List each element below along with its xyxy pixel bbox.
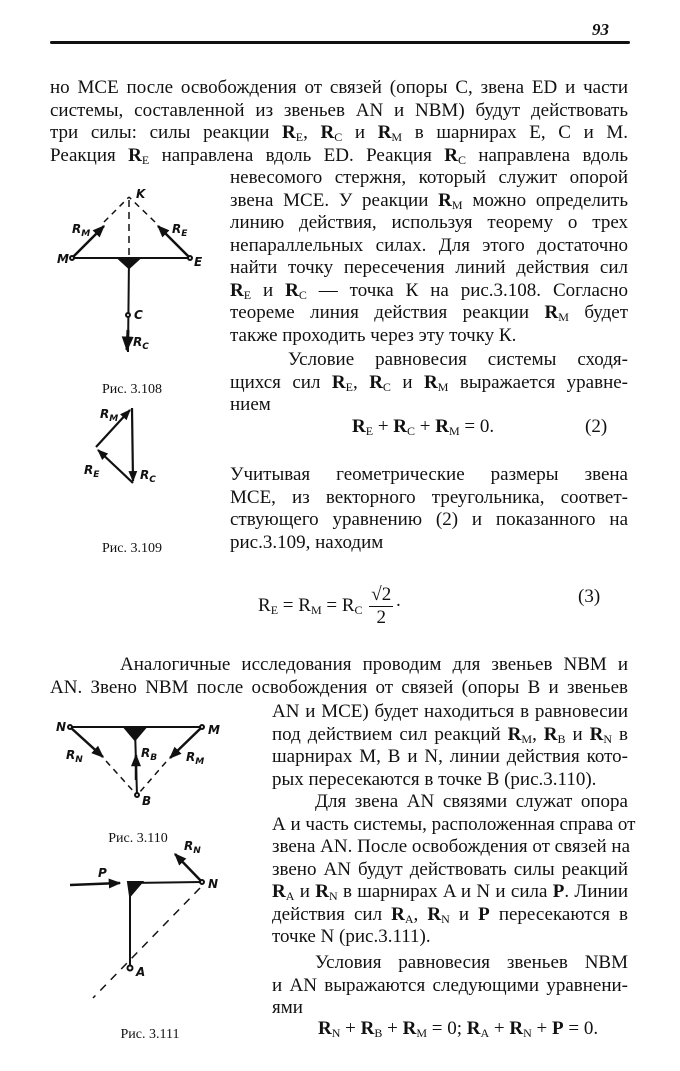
text-run: направлена вдоль ED. Реакция (149, 144, 445, 166)
symbol-subscript: N (603, 731, 613, 746)
text-run: + (531, 1018, 552, 1039)
symbol-base: R (424, 371, 438, 393)
text-run: но МСЕ после освобождения от связей (опоры С, звена ED и части (50, 77, 628, 98)
symbol-subscript: C (298, 287, 307, 302)
re-vector (98, 450, 133, 483)
label-rc: $R_C$ (133, 335, 149, 352)
symbol-base: R (427, 903, 442, 925)
symbol-base: R (466, 1018, 481, 1039)
page-number: 93 (592, 20, 609, 39)
hinge-b (135, 793, 139, 797)
figure-3-110 (68, 725, 204, 797)
text-run: — точка К на рис.3.108. Согласно (306, 279, 628, 301)
symbol-subscript: C (334, 130, 343, 144)
symbol-base: R (507, 723, 522, 745)
text-run: три силы: силы реакции (50, 122, 283, 143)
symbol-subscript: C (457, 152, 466, 167)
p-force-arrow (70, 883, 120, 885)
label-re: $R_E$ (172, 222, 188, 239)
rm-action-line (104, 197, 129, 222)
label-a: A (136, 965, 146, 979)
symbol-subscript: C (382, 379, 391, 394)
text-run: линию действия, используя теорему о трех (230, 212, 628, 233)
hinge-m (200, 725, 204, 729)
symbol-subscript: E (141, 152, 150, 167)
label-re: $R_E$ (84, 463, 100, 480)
hinge-a (128, 966, 133, 971)
label-rn: $R_N$ (184, 839, 201, 856)
symbol-base: R (435, 416, 449, 437)
symbol-base: R (377, 122, 392, 143)
label-m: M (208, 723, 220, 737)
symbol-base: P (552, 881, 565, 902)
text-run: и AN выражаются следующими уравнени- (272, 974, 628, 996)
text-run: направлена вдоль (465, 144, 629, 166)
text-run: Условие равновесия системы сходя- (288, 349, 628, 370)
symbol-base: R (360, 1018, 375, 1039)
text-run: точке N (рис.3.111). (272, 926, 431, 947)
figure-caption-3-111: Рис. 3.111 (120, 1027, 180, 1042)
symbol-base: P (478, 903, 490, 925)
text-run: = 0; (427, 1018, 467, 1039)
text-run: Условия равновесия звеньев NBM (315, 952, 628, 973)
symbol-subscript: M (521, 731, 533, 746)
symbol-base: R (320, 122, 335, 143)
label-rb: $R_B$ (141, 746, 158, 763)
rm-action-line (139, 762, 166, 793)
symbol-base: R (282, 122, 296, 143)
symbol-subscript: B (374, 1026, 383, 1040)
text-run: системы, составленной из звеньев AN и NBM) будут действовать (50, 99, 628, 121)
symbol-subscript: M (391, 130, 403, 144)
symbol-base: R (402, 1018, 417, 1039)
symbol-subscript: C (354, 602, 363, 617)
fraction-numerator: √2 (371, 584, 392, 605)
text-run: выражается уравне- (448, 371, 628, 393)
figure-3-108 (70, 197, 192, 352)
equation-3-number: (3) (578, 586, 601, 607)
symbol-base: R (331, 371, 346, 393)
symbol-base: R (589, 723, 604, 745)
symbol-subscript: A (404, 911, 414, 926)
hinge-n (200, 880, 204, 884)
text-run: и (251, 279, 286, 301)
label-n: N (56, 720, 67, 734)
label-rm: $R_M$ (100, 407, 119, 424)
text-run: найти точку пересечения линий действия сил (230, 257, 628, 278)
figure-caption-3-109: Рис. 3.109 (102, 541, 162, 556)
text-run: звено AN будут действовать силы реакций (272, 858, 628, 880)
text-run: нием (230, 394, 271, 415)
symbol-base: R (369, 371, 383, 393)
rc-arrow (127, 330, 128, 350)
text-run: , (413, 903, 428, 925)
symbol-subscript: E (345, 379, 353, 394)
symbol-subscript: M (451, 197, 463, 212)
label-e: E (194, 255, 203, 269)
symbol-base: R (315, 881, 329, 902)
label-c: C (134, 308, 143, 322)
label-rm: $R_M$ (72, 222, 91, 239)
symbol-subscript: A (480, 1026, 490, 1040)
text-run: и (449, 903, 479, 925)
text-run: пересекаются в (489, 903, 629, 925)
label-k: K (136, 187, 146, 201)
symbol-base: R (341, 594, 355, 616)
symbol-subscript: M (558, 310, 569, 324)
text-run: щихся сил (230, 371, 332, 393)
fraction-denominator: 2 (376, 607, 386, 628)
label-m: M (57, 252, 69, 266)
symbol-subscript: M (416, 1026, 427, 1040)
symbol-base: R (543, 723, 558, 745)
symbol-base: R (230, 279, 244, 301)
symbol-subscript: N (523, 1026, 532, 1040)
text-run: МСЕ, из векторного треугольника, соответ- (230, 486, 628, 508)
text-run: + (489, 1018, 510, 1039)
symbol-base: R (352, 416, 366, 437)
symbol-subscript: E (243, 287, 252, 302)
label-p: P (98, 866, 107, 880)
symbol-subscript: B (557, 731, 566, 746)
text-run: + (382, 1018, 403, 1039)
label-rm: $R_M$ (186, 750, 205, 767)
text-run: теореме линия действия реакции (230, 302, 545, 323)
symbol-subscript: E (365, 424, 374, 438)
hinge-c (126, 313, 130, 317)
text-run: ствующего уравнению (2) и показанного на (230, 509, 628, 530)
text-run: + (415, 416, 436, 437)
symbol-base: R (258, 594, 271, 616)
text-run: = 0. (459, 416, 495, 437)
figure-caption-3-108: Рис. 3.108 (102, 382, 162, 397)
symbol-base: R (393, 416, 408, 437)
text-run: в (612, 723, 628, 745)
text-run: действия сил (272, 903, 392, 925)
text-run: = (278, 594, 299, 616)
equation-3-dot: · (395, 594, 402, 616)
text-run: и (390, 371, 424, 393)
hinge-n (68, 725, 72, 729)
text-run: также проходить через эту точку К. (230, 324, 517, 346)
text-run: будет (568, 302, 628, 323)
text-run: невесомого стержня, который служит опорой (230, 167, 628, 188)
symbol-base: R (285, 279, 299, 301)
symbol-subscript: N (331, 1026, 341, 1040)
text-run: Учитывая геометрические размеры звена (230, 464, 628, 485)
text-run: и (294, 881, 316, 902)
text-run: AN и МСЕ) будет находиться в равновесии (272, 701, 628, 722)
text-run: в шарнирах A и N и сила (337, 881, 553, 902)
text-run: под действием сил реакций (272, 723, 508, 745)
symbol-base: R (509, 1018, 524, 1039)
hinge-e (188, 256, 192, 260)
label-n: N (208, 877, 219, 891)
symbol-subscript: N (441, 911, 450, 926)
text-run: ями (272, 997, 303, 1018)
text-run: шарнирах M, B и N, линии действия кото- (272, 746, 628, 767)
symbol-base: R (444, 144, 458, 166)
text-run: звена МСЕ. У реакции (230, 189, 439, 211)
rc-vector (132, 408, 133, 481)
text-run: . Линии (564, 881, 628, 902)
text-run: , (303, 122, 321, 143)
label-rn: $R_N$ (66, 748, 83, 765)
symbol-base: R (544, 302, 559, 323)
equation-2-number: (2) (585, 416, 608, 437)
rn-arrow (175, 854, 202, 882)
text-run: звена AN. После освобождения от связей на (272, 836, 631, 857)
symbol-subscript: N (328, 889, 338, 903)
text-run: и (342, 122, 378, 143)
text-run: рис.3.109, находим (230, 531, 384, 553)
text-run: + (373, 416, 394, 437)
symbol-subscript: E (295, 130, 304, 144)
hinge-m (70, 256, 74, 260)
text-run: непараллельных силах. Для этого достаточно (230, 234, 628, 256)
symbol-subscript: E (270, 602, 279, 617)
symbol-subscript: A (285, 889, 295, 903)
text-run: и (565, 723, 590, 745)
text-run: Для звена AN связями служат опора (315, 791, 628, 812)
symbol-base: R (298, 594, 311, 616)
text-run: рых пересекаются в точке B (рис.3.110). (272, 768, 597, 790)
text-run: AN. Звено NBM после освобождения от связей (опоры В и звеньев (50, 676, 628, 698)
text-run: можно определить (462, 189, 628, 211)
text-run: , (532, 723, 544, 745)
text-run: = 0. (563, 1018, 599, 1039)
figure-caption-3-110: Рис. 3.110 (108, 831, 168, 846)
text-run: Реакция (50, 144, 129, 166)
symbol-base: R (128, 144, 142, 166)
symbol-base: R (391, 903, 405, 925)
text-run: в шарнирах E, C и M. (402, 122, 629, 143)
symbol-subscript: C (407, 424, 416, 438)
symbol-base: R (272, 881, 286, 902)
text-run: = (321, 594, 342, 616)
symbol-base: R (438, 189, 452, 211)
symbol-subscript: M (310, 602, 322, 617)
symbol-subscript: M (449, 424, 460, 438)
label-b: B (142, 794, 152, 808)
symbol-base: R (318, 1018, 332, 1039)
text-run: , (352, 371, 370, 393)
text-run: Аналогичные исследования проводим для звеньев NBM и (120, 654, 628, 675)
text-run: + (340, 1018, 361, 1039)
symbol-subscript: M (437, 379, 449, 394)
symbol-base: P (552, 1018, 564, 1039)
ra-action-line (93, 888, 200, 998)
text-run: А и часть системы, расположенная справа от (272, 813, 636, 835)
rn-action-line (106, 761, 135, 793)
label-rc: $R_C$ (140, 468, 156, 485)
